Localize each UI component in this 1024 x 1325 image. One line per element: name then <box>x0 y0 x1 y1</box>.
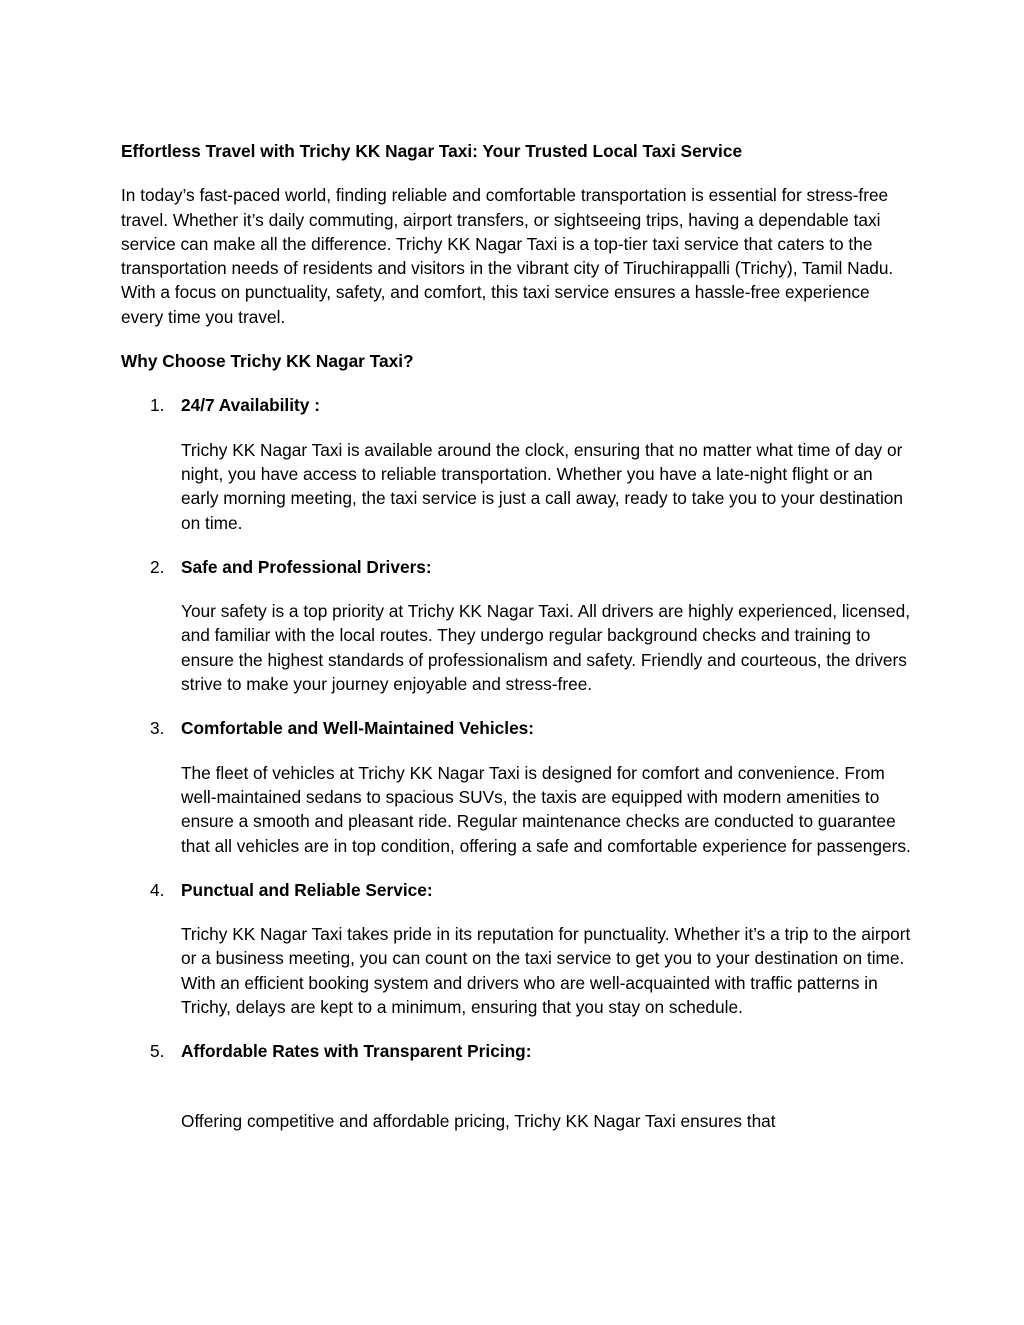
list-item-heading <box>150 393 911 417</box>
intro-paragraph: In today’s fast-paced world, finding reliable and comfortable transportation is essential for stress-free travel. Whether it’s daily commuting, airport transfers, or sightseeing trips, having a dependable taxi service can make all the difference. Trichy KK Nagar Taxi is a top-tier taxi service that caters to the transportation needs of residents and visitors in the vibrant city of Tiruchirappalli (Trichy), Tamil Nadu. With a focus on punctuality, safety, and comfort, this taxi service ensures a hassle-free experience every time you travel. <box>121 185 894 327</box>
list-item-number: 2. <box>150 556 165 577</box>
list-item <box>121 878 911 1019</box>
list-item <box>121 555 911 696</box>
list-item-body: Trichy KK Nagar Taxi is available around the clock, ensuring that no matter what time of day or night, you have access to reliable transportation. Whether you have a late-night flight or an early morning meeting, the taxi service is just a call away, ready to take you to your destination on time. <box>181 439 904 533</box>
list-item-body: Your safety is a top priority at Trichy KK Nagar Taxi. All drivers are highly experienced, licensed, and familiar with the local routes. They undergo regular background checks and training to ensure the highest standards of professionalism and safety. Friendly and courteous, the drivers strive to make your journey enjoyable and stress-free. <box>181 601 911 695</box>
list-item-number: 1. <box>150 395 165 416</box>
list-item-number: 5. <box>150 1041 165 1062</box>
list-item-title: Comfortable and Well-Maintained Vehicles: <box>181 718 535 739</box>
list-item-number: 3. <box>150 718 165 739</box>
section-heading: Why Choose Trichy KK Nagar Taxi? <box>121 351 414 372</box>
list-item-title: Punctual and Reliable Service: <box>181 879 433 900</box>
list-item-heading <box>150 1039 911 1063</box>
list-item-heading <box>150 555 911 579</box>
list-item-title: Safe and Professional Drivers: <box>181 556 432 577</box>
list-item <box>121 716 911 857</box>
list-item-heading <box>150 878 911 902</box>
list-item-body: Offering competitive and affordable pricing, Trichy KK Nagar Taxi ensures that <box>181 1110 776 1131</box>
list-item-title: Affordable Rates with Transparent Pricing: <box>181 1041 532 1062</box>
list-item-number: 4. <box>150 879 165 900</box>
list-item <box>121 393 911 534</box>
document-page <box>121 139 911 1153</box>
list-item <box>121 1039 911 1133</box>
list-item-title: 24/7 Availability : <box>181 395 320 416</box>
list-item-heading <box>150 716 911 740</box>
list-item-body: The fleet of vehicles at Trichy KK Nagar Taxi is designed for comfort and convenience. From well-maintained sedans to spacious SUVs, the taxis are equipped with modern amenities to ensure a smooth and pleasant ride. Regular maintenance checks are conducted to guarantee that all vehicles are in top condition, offering a safe and comfortable experience for passengers. <box>181 762 911 856</box>
document-title: Effortless Travel with Trichy KK Nagar Taxi: Your Trusted Local Taxi Service <box>121 141 743 161</box>
list-item-body: Trichy KK Nagar Taxi takes pride in its reputation for punctuality. Whether it’s a trip to the airport or a business meeting, you can count on the taxi service to get you to your destination on time. With an efficient booking system and drivers who are well-acquainted with traffic patterns in Trichy, delays are kept to a minimum, ensuring that you stay on schedule. <box>181 924 911 1018</box>
